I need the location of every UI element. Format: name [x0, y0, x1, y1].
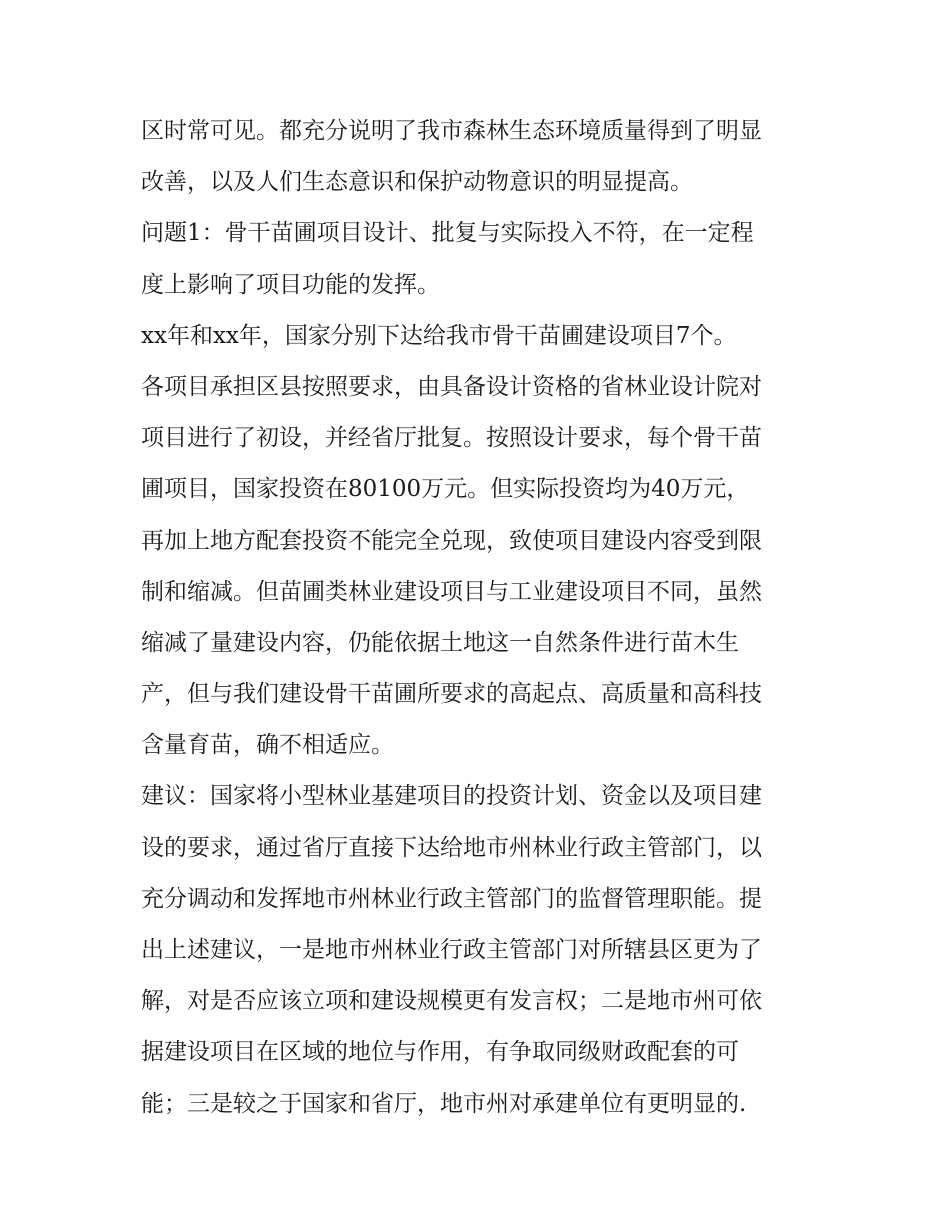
document-body [141, 106, 821, 1130]
text-line: xx年和xx年，国家分别下达给我市骨干苗圃建设项目7个。 [141, 322, 737, 349]
text-line: 解，对是否应该立项和建设规模更有发言权；二是地市州可依 [141, 988, 762, 1015]
text-line: 问题1：骨干苗圃项目设计、批复与实际投入不符，在一定程 [141, 220, 754, 247]
text-line: 区时常可见。都充分说明了我市森林生态环境质量得到了明显 [141, 118, 762, 144]
text-line: 充分调动和发挥地市州林业行政主管部门的监督管理职能。提 [141, 885, 762, 912]
text-line: 设的要求，通过省厅直接下达给地市州林业行政主管部门，以 [141, 834, 762, 861]
text-line: 出上述建议，一是地市州林业行政主管部门对所辖县区更为了 [141, 937, 762, 963]
text-line: 建议：国家将小型林业基建项目的投资计划、资金以及项目建 [141, 783, 762, 810]
text-line: 再加上地方配套投资不能完全兑现，致使项目建设内容受到限 [141, 527, 762, 554]
text-line: 各项目承担区县按照要求，由具备设计资格的省林业设计院对 [141, 373, 762, 400]
text-line: 度上影响了项目功能的发挥。 [141, 271, 440, 298]
text-line: 项目进行了初设，并经省厅批复。按照设计要求，每个骨干苗 [141, 425, 762, 452]
text-line: 产，但与我们建设骨干苗圃所要求的高起点、高质量和高科技 [141, 681, 762, 708]
text-line: 含量育苗，确不相适应。 [141, 732, 394, 759]
text-line: 能；三是较之于国家和省厅，地市州对承建单位有更明显的. [141, 1090, 747, 1117]
text-line: 缩减了量建设内容，仍能依据土地这一自然条件进行苗木生 [141, 629, 739, 656]
text-line: 制和缩减。但苗圃类林业建设项目与工业建设项目不同，虽然 [141, 578, 762, 605]
text-line: 改善，以及人们生态意识和保护动物意识的明显提高。 [141, 169, 693, 196]
text-line: 圃项目，国家投资在80100万元。但实际投资均为40万元， [141, 476, 750, 503]
text-line: 据建设项目在区域的地位与作用，有争取同级财政配套的可 [141, 1039, 739, 1066]
